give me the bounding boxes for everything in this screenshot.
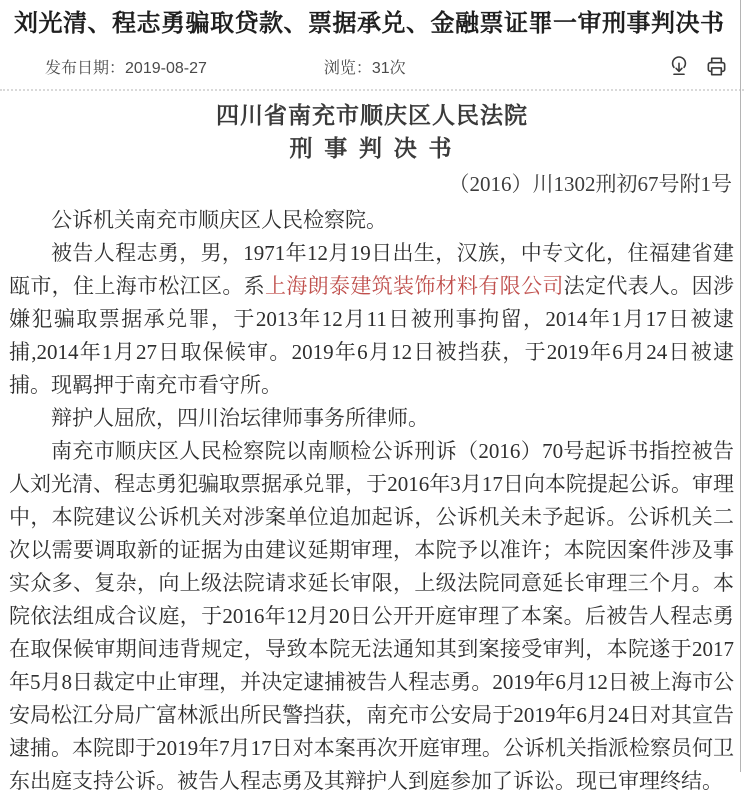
view-count [324,55,406,78]
case-number: （2016）川1302刑初67号附1号 [448,172,732,196]
download-button[interactable] [667,54,691,78]
publish-date [45,55,207,78]
paragraph-text: 法定代表人。因涉嫌犯骗取票据承兑罪，于2013年12月11日被刑事拘留，2014年1月17日被逮捕,2014年1月27日取保候审。2019年6月12日被挡获，于2019年6月24日被逮捕。现羁押于南充市看守所。 [9,274,735,397]
paragraph-text: 辩护人屈欣，四川治坛律师事务所律师。 [51,406,429,430]
paragraph-text: 公诉机关南充市顺庆区人民检察院。 [51,208,387,232]
meta-bar [0,54,744,91]
document-type: 刑 事 判 决 书 [289,136,455,161]
paragraph-text: 被告人程志勇，男，1971年12月19日出生，汉族，中专文化，住福建省建瓯市，住上海市松江区。系 [9,241,734,298]
company-link[interactable]: 上海朗泰建筑装饰材料有限公司 [265,274,564,298]
view-count-value: 31次 [371,59,406,77]
print-icon [705,55,728,78]
judgment-document [0,102,744,798]
publish-date-value: 2019-08-27 [125,59,207,77]
paragraph [9,237,734,402]
page-title: 刘光清、程志勇骗取贷款、票据承兑、金融票证罪一审刑事判决书 [14,10,725,37]
download-icon [668,55,690,77]
paragraph [9,204,734,237]
court-name: 四川省南充市顺庆区人民法院 [216,103,528,128]
paragraph-text: 南充市顺庆区人民检察院以南顺检公诉刑诉（2016）70号起诉书指控被告人刘光清、程志勇犯骗取票据承兑罪，于2016年3月17日向本院提起公诉。审理中，本院建议公诉机关对涉案单位追加起诉，公诉机关未予起诉。公诉机关二次以需要调取新的证据为由建议延期审理，本院予以准许；本院因案件涉及事实众多、复杂，向上级法院请求延长审限，上级法院同意延长审理三个月。本院依法组成合议庭，于2016年12月20日公开开庭审理了本案。后被告人程志勇在取保候审期间违背规定，导致本院无法通知其到案接受审判，本院遂于2017年5月8日裁定中止审理，并决定逮捕被告人程志勇。2019年6月12日被上海市公安局松江分局广富林派出所民警挡获，南充市公安局于2019年6月24日对其宣告逮捕。本院即于2019年7月17日对本案再次开庭审理。公诉机关指派检察员何卫东出庭支持公诉。被告人程志勇及其辩护人到庭参加了诉讼。现已审理终结。 [9,439,734,793]
publish-date-label: 发布日期： [45,59,126,77]
paragraph [9,435,734,798]
view-count-label: 浏览： [323,59,372,77]
document-body [0,204,744,798]
meta-actions [667,54,728,78]
print-button[interactable] [704,54,728,78]
paragraph [9,402,734,435]
window-right-edge [740,0,741,772]
